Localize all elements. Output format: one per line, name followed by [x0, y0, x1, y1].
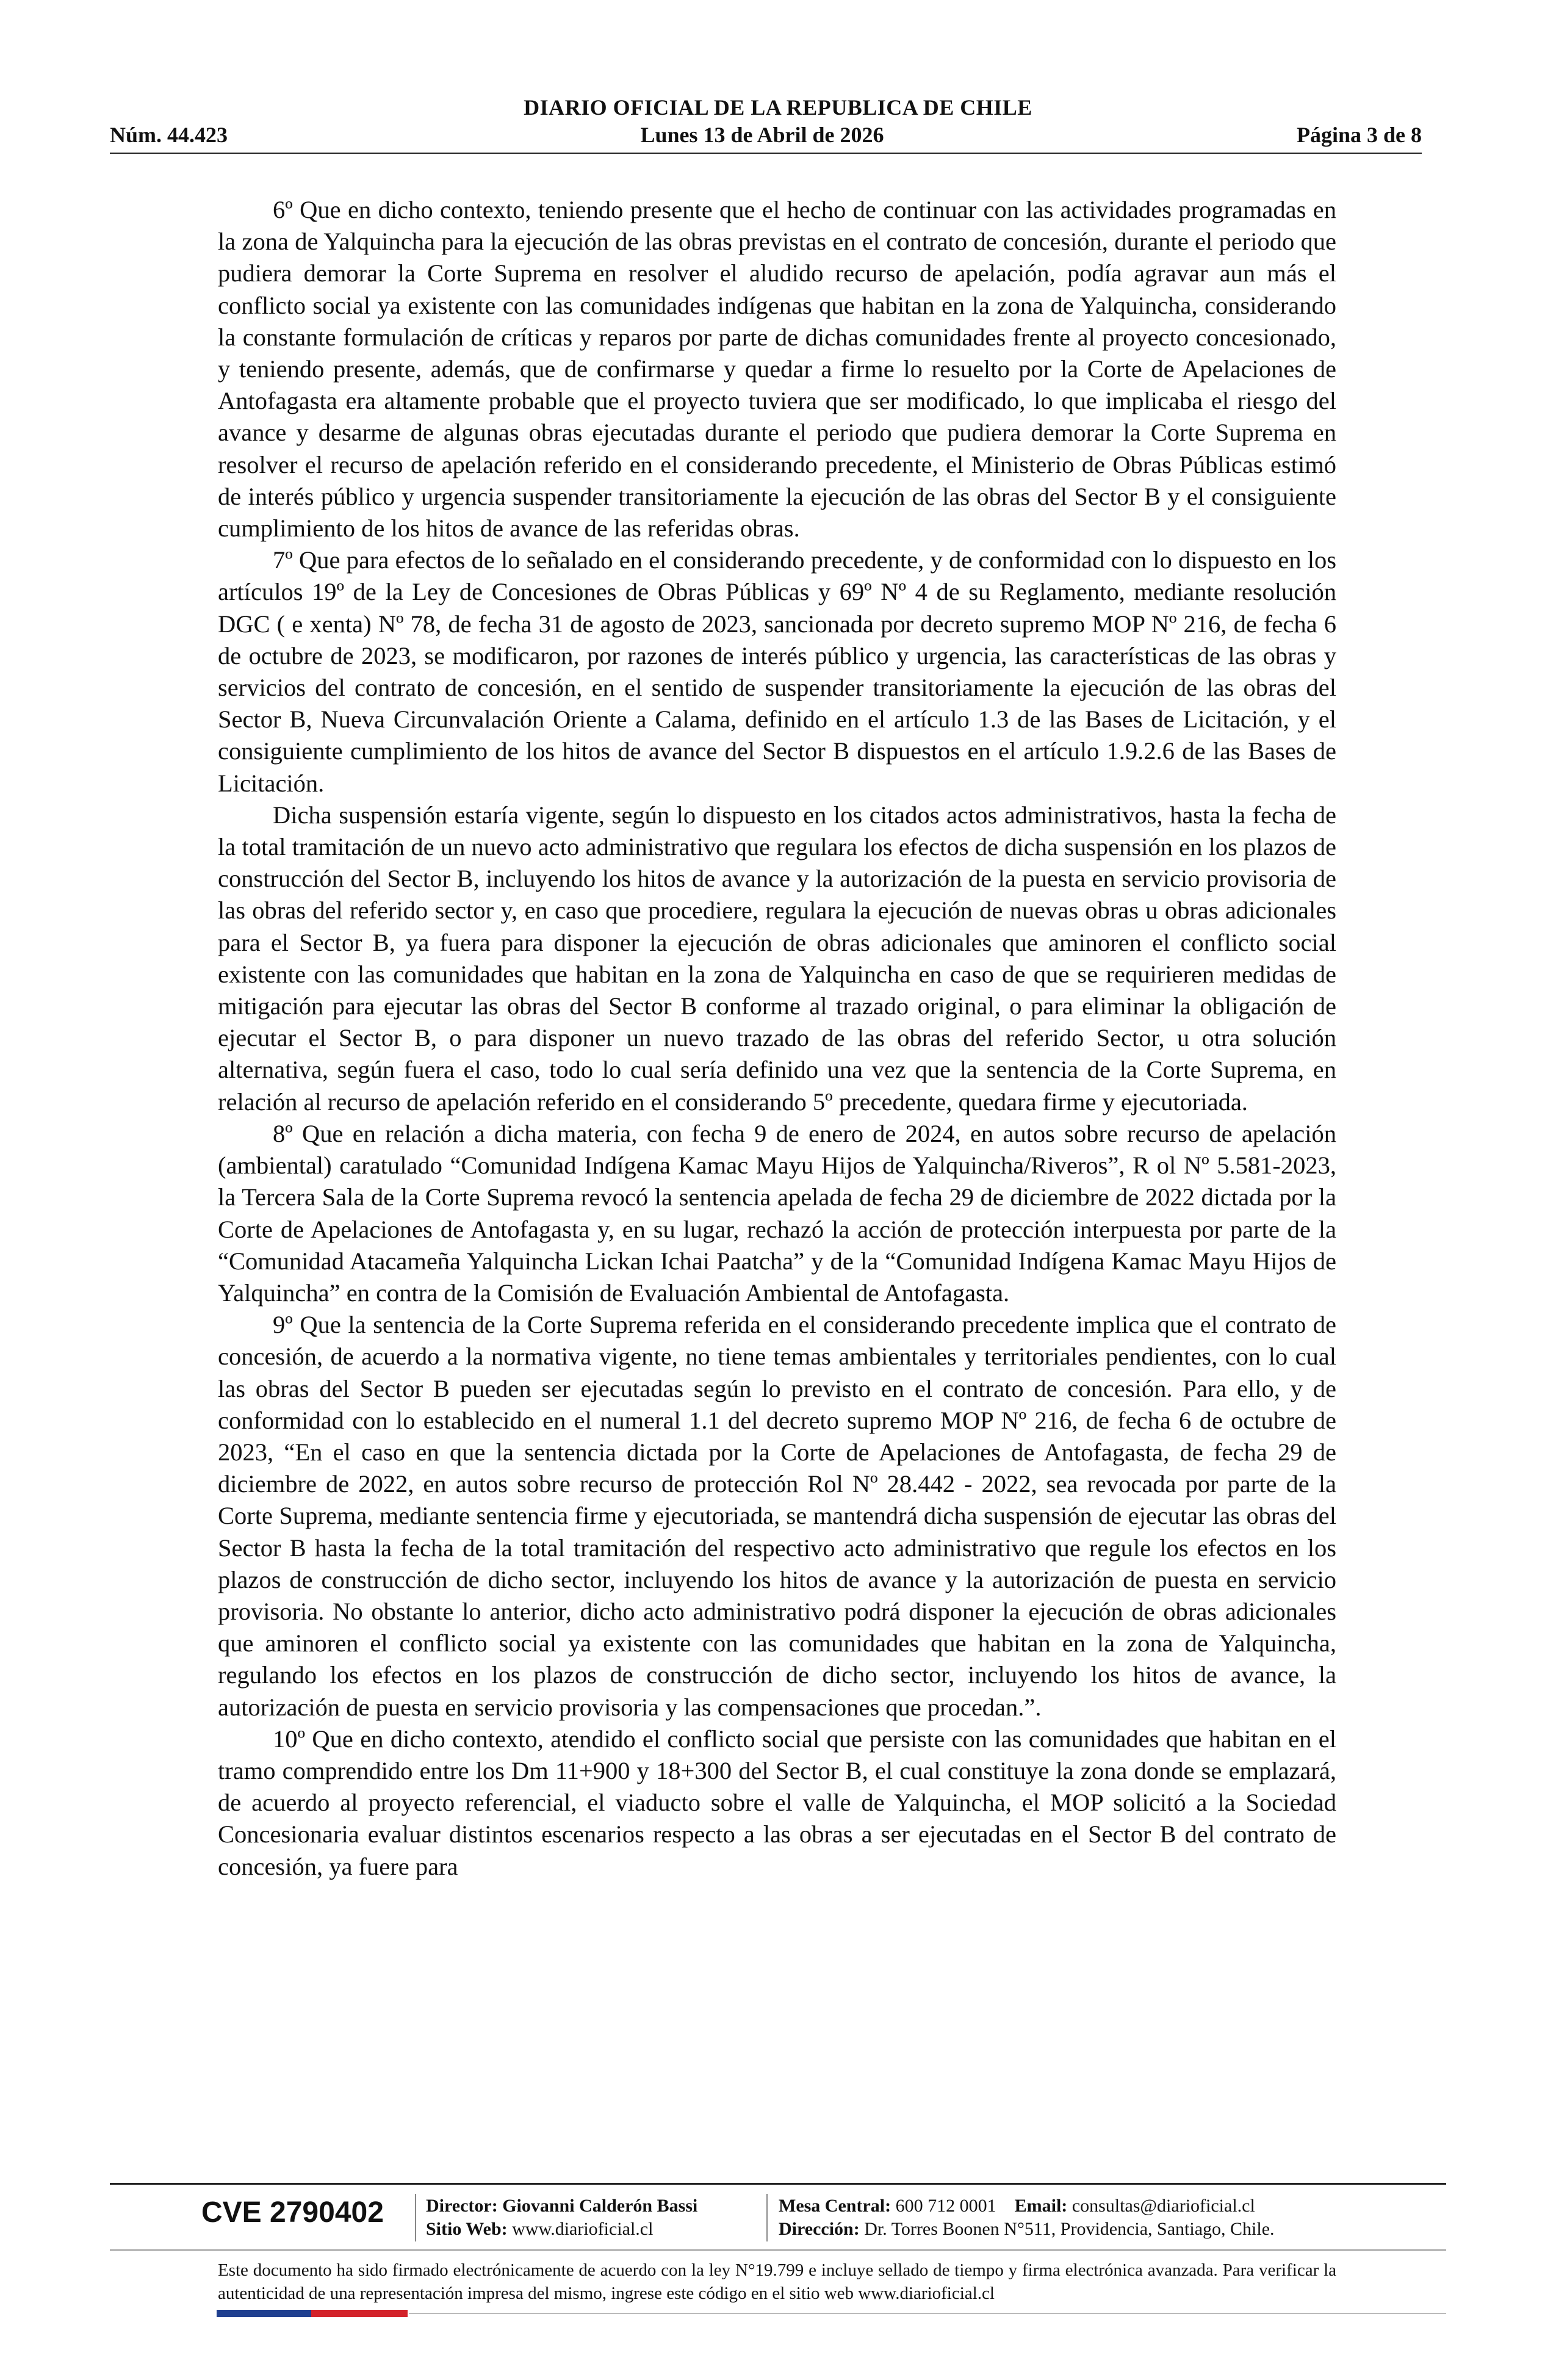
director-name: Giovanni Calderón Bassi: [502, 2196, 698, 2216]
email-label: Email:: [1014, 2196, 1068, 2216]
footer-divider: [110, 2183, 1446, 2185]
address-label: Dirección:: [779, 2219, 860, 2239]
paragraph-9: 9º Que la sentencia de la Corte Suprema referida en el considerando precedente implica que el contrato de concesión, de acuerdo a la normativa vigente, no tiene temas ambientales y territoriales pendientes, con lo cual las obras del Sector B pueden ser ejecutadas según lo previsto en el contrato de concesión. Para ello, y de conformidad con lo establecido en el numeral 1.1 del decreto supremo MOP Nº 216, de fecha 6 de octubre de 2023, “En el caso en que la sentencia dictada por la Corte de Apelaciones de Antofagasta, de fecha 29 de diciembre de 2022, en autos sobre recurso de protección Rol Nº 28.442 - 2022, sea revocada por parte de la Corte Suprema, mediante sentencia firme y ejecutoriada, se mantendrá dicha suspensión de ejecutar las obras del Sector B hasta la fecha de la total tramitación del respectivo acto administrativo que regule los efectos en los plazos de construcción de dicho sector, incluyendo los hitos de avance y la autorización de puesta en servicio provisoria. No obstante lo anterior, dicho acto administrativo podrá disponer la ejecución de obras adicionales que aminoren el conflicto social ya existente con las comunidades que habitan en la zona de Yalquincha, regulando los efectos en los plazos de construcción de dicho sector, incluyendo los hitos de avance, la autorización de puesta en servicio provisoria y las compensaciones que procedan.”.: [218, 1311, 1336, 1721]
issue-number: Núm. 44.423: [110, 123, 228, 147]
page-number: Página 3 de 8: [1296, 123, 1422, 147]
paragraph-7: 7º Que para efectos de lo señalado en el considerando precedente, y de conformidad con lo dispuesto en los artículos 19º de la Ley de Concesiones de Obras Públicas y 69º Nº 4 de su Reglamento, mediante resolución DGC ( e xenta) Nº 78, de fecha 31 de agosto de 2023, sancionada por decreto supremo MOP Nº 216, de fecha 6 de octubre de 2023, se modificaron, por razones de interés público y urgencia, las características de las obras y servicios del contrato de concesión, en el sentido de suspender transitoriamente la ejecución de las obras del Sector B, Nueva Circunvalación Oriente a Calama, definido en el artículo 1.3 de las Bases de Licitación, y el consiguiente cumplimiento de los hitos de avance del Sector B dispuestos en el artículo 1.9.2.6 de las Bases de Licitación.: [218, 546, 1336, 797]
paragraph-7-continued: Dicha suspensión estaría vigente, según lo dispuesto en los citados actos administrativos, hasta la fecha de la total tramitación de un nuevo acto administrativo que regulara los efectos de dicha suspensión en los plazos de construcción del Sector B, incluyendo los hitos de avance y la autorización de la puesta en servicio provisoria de las obras del referido sector y, en caso que procediere, regulara la ejecución de nuevas obras u obras adicionales para el Sector B, ya fuera para disponer la ejecución de obras adicionales que aminoren el conflicto social existente con las comunidades que habitan en la zona de Yalquincha en caso de que se requirieren medidas de mitigación para ejecutar las obras del Sector B conforme al trazado original, o para eliminar la obligación de ejecutar el Sector B, o para disponer un nuevo trazado de las obras del referido Sector, u otra solución alternativa, según fuera el caso, todo lo cual sería definido una vez que la sentencia de la Corte Suprema, en relación al recurso de apelación referido en el considerando 5º precedente, quedara firme y ejecutoriada.: [218, 801, 1336, 1116]
flag-stripe-red: [311, 2310, 408, 2317]
footer-separator: [766, 2194, 768, 2241]
document-body: [218, 194, 1336, 1883]
director-label: Director:: [426, 2196, 498, 2216]
mesa-phone: 600 712 0001: [895, 2196, 996, 2216]
footer-divider-thin: [110, 2249, 1446, 2251]
issue-date: Lunes 13 de Abril de 2026: [640, 123, 884, 147]
paragraph-8: 8º Que en relación a dicha materia, con fecha 9 de enero de 2024, en autos sobre recurso de apelación (ambiental) caratulado “Comunidad Indígena Kamac Mayu Hijos de Yalquincha/Riveros”, R ol Nº 5.581-2023, la Tercera Sala de la Corte Suprema revocó la sentencia apelada de fecha 29 de diciembre de 2022 dictada por la Corte de Apelaciones de Antofagasta y, en su lugar, rechazó la acción de protección interpuesta por parte de la “Comunidad Atacameña Yalquincha Lickan Ichai Paatcha” y de la “Comunidad Indígena Kamac Mayu Hijos de Yalquincha” en contra de la Comisión de Evaluación Ambiental de Antofagasta.: [218, 1119, 1336, 1307]
footer-bottom-rule: [409, 2313, 1446, 2314]
cve-code: CVE 2790402: [201, 2196, 384, 2229]
page-header: [110, 122, 1422, 148]
legal-notice: Este documento ha sido firmado electrónicamente de acuerdo con la ley N°19.799 e incluye sellado de tiempo y firma electrónica avanzada. Para verificar la autenticidad de una representación impresa del mismo, ingrese este código en el sitio web www.diarioficial.cl: [218, 2260, 1336, 2303]
mesa-label: Mesa Central:: [779, 2196, 891, 2216]
paragraph-6: 6º Que en dicho contexto, teniendo presente que el hecho de continuar con las actividades programadas en la zona de Yalquincha para la ejecución de las obras previstas en el contrato de concesión, durante el periodo que pudiera demorar la Corte Suprema en resolver el aludido recurso de apelación, podía agravar aun más el conflicto social ya existente con las comunidades indígenas que habitan en la zona de Yalquincha, considerando la constante formulación de críticas y reparos por parte de dichas comunidades frente al proyecto concesionado, y teniendo presente, además, que de confirmarse y quedar a firme lo resuelto por la Corte de Apelaciones de Antofagasta era altamente probable que el proyecto tuviera que ser modificado, lo que implicaba el riesgo del avance y desarme de algunas obras ejecutadas durante el periodo que pudiera demorar la Corte Suprema en resolver el recurso de apelación referido en el considerando precedente, el Ministerio de Obras Públicas estimó de interés público y urgencia suspender transitoriamente la ejecución de las obras del Sector B y el consiguiente cumplimiento de los hitos de avance de las referidas obras.: [218, 196, 1336, 543]
paragraph-10: 10º Que en dicho contexto, atendido el conflicto social que persiste con las comunidades que habitan en el tramo comprendido entre los Dm 11+900 y 18+300 del Sector B, el cual constituye la zona donde se emplazará, de acuerdo al proyecto referencial, el viaducto sobre el valle de Yalquincha, el MOP solicitó a la Sociedad Concesionaria evaluar distintos escenarios respecto a las obras a ser ejecutadas en el Sector B del contrato de concesión, ya fuere para: [218, 1725, 1336, 1880]
email-link[interactable]: consultas@diarioficial.cl: [1072, 2196, 1255, 2216]
site-link[interactable]: www.diarioficial.cl: [512, 2219, 654, 2239]
site-label: Sitio Web:: [426, 2219, 508, 2239]
footer-contact-block: [779, 2194, 1275, 2241]
footer-separator: [415, 2194, 416, 2241]
footer-director-block: [426, 2194, 697, 2241]
gazette-title: DIARIO OFICIAL DE LA REPUBLICA DE CHILE: [524, 95, 1032, 120]
address-value: Dr. Torres Boonen N°511, Providencia, Santiago, Chile.: [864, 2219, 1275, 2239]
header-divider: [110, 153, 1422, 154]
flag-stripe-blue: [217, 2310, 311, 2317]
